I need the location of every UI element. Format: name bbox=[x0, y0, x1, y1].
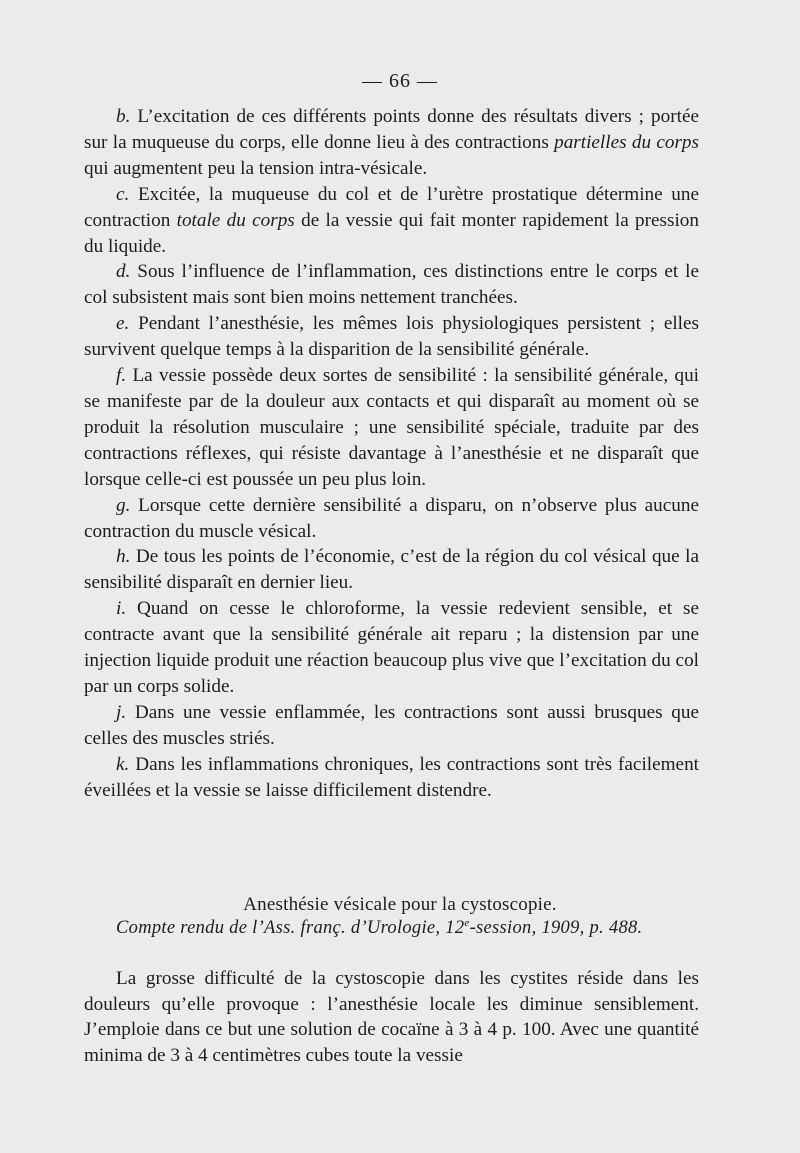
emphasis: partielles du corps bbox=[554, 131, 699, 153]
section-body bbox=[84, 966, 699, 1068]
paragraph-letter: g. bbox=[116, 494, 131, 516]
paragraph-letter: c. bbox=[116, 183, 130, 205]
paragraph-letter: b. bbox=[116, 106, 131, 127]
paragraph-h: h. De tous les points de l’économie, c’est de la région du col vésical que la sensibilité disparaît en dernier lieu. bbox=[84, 546, 699, 594]
paragraph-letter: d. bbox=[116, 261, 131, 283]
paragraph-letter: f. bbox=[116, 365, 127, 387]
paragraph-letter: h. bbox=[116, 546, 131, 568]
page-number: — 66 — bbox=[362, 70, 438, 92]
paragraph-e: e. Pendant l’anesthésie, les mêmes lois physiologiques persistent ; elles survivent quelque temps à la disparition de la sensibilité générale. bbox=[84, 313, 699, 361]
numbered-conclusions bbox=[84, 104, 699, 803]
paragraph-k: k. Dans les inflammations chroniques, les contractions sont très facilement éveillées et la vessie se laisse difficilement distendre. bbox=[84, 753, 699, 801]
paragraph-b: b. L’excitation de ces différents points donne des résultats divers ; portée sur la muqueuse du corps, elle donne lieu à des contractions partielles du corps qui augmentent peu la tension intra-vésicale. bbox=[84, 106, 699, 179]
paragraph-letter: i. bbox=[116, 598, 127, 620]
paragraph-letter: e. bbox=[116, 313, 130, 335]
citation-sup: e bbox=[464, 917, 470, 929]
paragraph-c: c. Excitée, la muqueuse du col et de l’urètre prostatique détermine une contraction totale du corps de la vessie qui fait monter rapidement la pression du liquide. bbox=[84, 183, 699, 257]
section-citation bbox=[116, 917, 716, 939]
paragraph-letter: k. bbox=[116, 753, 130, 775]
section-paragraph: La grosse difficulté de la cystoscopie dans les cystites réside dans les douleurs qu’elle provoque : l’anesthésie locale les diminue sensiblement. J’emploie dans ce but une solution de cocaïne à 3 à 4 p. 100. Avec une quantité minima de 3 à 4 centimètres cubes toute la vessie bbox=[84, 968, 699, 1066]
emphasis: totale du corps bbox=[176, 209, 295, 231]
section-title: Anesthésie vésicale pour la cystoscopie. bbox=[243, 894, 557, 915]
citation-suffix: -session, 1909, p. 488. bbox=[469, 918, 643, 939]
paragraph-g: g. Lorsque cette dernière sensibilité a disparu, on n’observe plus aucune contraction du muscle vésical. bbox=[84, 494, 699, 542]
citation-prefix: Compte rendu de l’Ass. franç. d’Urologie, 12 bbox=[116, 918, 465, 939]
paragraph-letter: j. bbox=[116, 701, 127, 723]
paragraph-f: f. La vessie possède deux sortes de sensibilité : la sensibilité générale, qui se manifeste par de la douleur aux contacts et qui disparaît au moment où se produit la résolution musculaire ; une sensibilité spéciale, traduite par des contractions réflexes, qui résiste davantage à l’anesthésie et ne disparaît que lorsque celle-ci est poussée un peu plus loin. bbox=[84, 365, 699, 490]
paragraph-d: d. Sous l’influence de l’inflammation, ces distinctions entre le corps et le col subsistent mais sont bien moins nettement tranchées. bbox=[84, 261, 699, 309]
paragraph-j: j. Dans une vessie enflammée, les contractions sont aussi brusques que celles des muscles striés. bbox=[84, 701, 699, 749]
paragraph-i: i. Quand on cesse le chloroforme, la vessie redevient sensible, et se contracte avant que la sensibilité générale ait reparu ; la distension par une injection liquide produit une réaction beaucoup plus vive que l’excitation du col par un corps solide. bbox=[84, 598, 699, 697]
